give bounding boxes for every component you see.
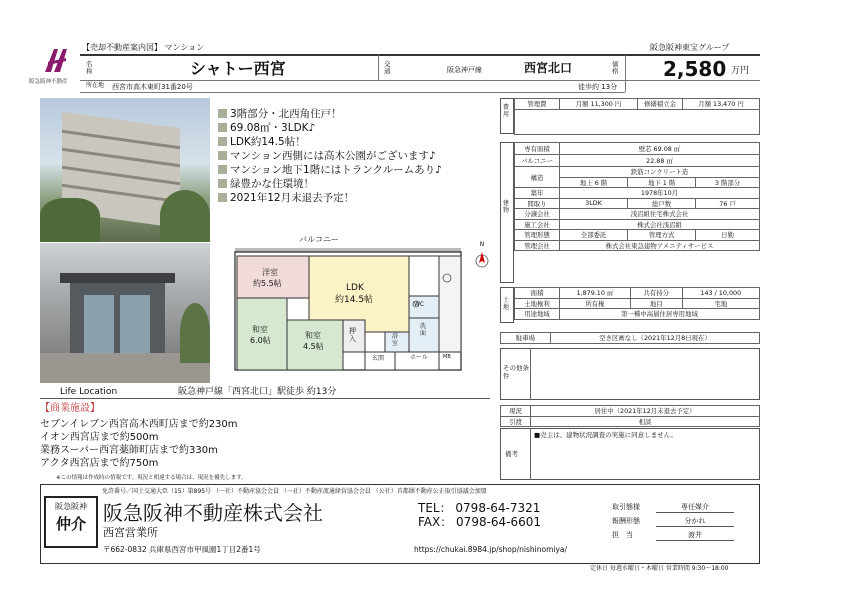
floors-above: 地上 6 階 xyxy=(560,177,628,188)
address: 西宮市高木東町31番20号 xyxy=(112,83,193,91)
address-label: 所在地 xyxy=(86,82,105,89)
life-location-title: Life Location xyxy=(60,387,118,397)
built-label: 築年 xyxy=(515,188,560,199)
document-category: 【売却不動産案内図】 マンション xyxy=(82,43,205,52)
feature-item: 69.08㎡・3LDK♪ xyxy=(218,122,442,134)
floor-part: 3 階部分 xyxy=(696,177,760,188)
storage-label: 押入 xyxy=(349,327,356,343)
land-table xyxy=(514,287,760,320)
delivery-label: 引渡 xyxy=(501,416,531,427)
staff-value: 渡井 xyxy=(656,530,734,541)
feature-list xyxy=(218,108,442,204)
feature-item: 3階部分・北西角住戸！ xyxy=(218,108,442,120)
price-unit: 万円 xyxy=(731,66,750,76)
units-value: 76 戸 xyxy=(696,198,760,209)
railway-line: 阪急神戸線 xyxy=(447,66,482,74)
fees-table xyxy=(514,98,760,135)
logo-caption: 阪急阪神不動産 xyxy=(29,79,68,85)
mgmt-form-value: 全部委託 xyxy=(560,230,628,241)
western-room-label: 洋室 xyxy=(262,268,278,277)
land-category-label: 地目 xyxy=(630,298,682,309)
japanese-room-2-label: 和室 xyxy=(305,331,321,340)
license-info: 免許番号／国土交通大臣（15）第895号 （一社）不動産協会会員 （一社）不動産流通経営協会会員 （公社）首都圏不動産公正取引協議会加盟 xyxy=(102,488,487,495)
built-value: 1978年10月 xyxy=(560,188,760,199)
feature-item: LDK約14.5帖！ xyxy=(218,136,442,148)
bath-label: 浴室 xyxy=(392,333,399,347)
land-right-value: 所有権 xyxy=(560,298,631,309)
japanese-room-2-size: 4.5帖 xyxy=(303,342,324,351)
stamp-line2: 仲介 xyxy=(55,515,86,534)
walk-time: 徒歩約 13分 xyxy=(578,83,618,91)
list-item: アクタ西宮店まで約750m xyxy=(40,458,159,469)
deal-type-label: 取引態様 xyxy=(612,503,640,511)
zoning-label: 用途地域 xyxy=(515,309,560,320)
structure-label: 構造 xyxy=(515,167,560,188)
feature-item: 緑豊かな住環境！ xyxy=(218,178,442,190)
price-label: 価格 xyxy=(612,60,619,76)
company-logo xyxy=(40,46,76,74)
share-value: 143 / 10,000 xyxy=(682,288,759,299)
building-table xyxy=(514,142,760,251)
balcony-area-label: バルコニー xyxy=(515,155,560,167)
land-side-label: 土地 xyxy=(503,297,510,312)
delivery-value: 相談 xyxy=(531,416,760,427)
land-area-label: 面積 xyxy=(515,288,560,299)
zoning-value: 第一種中高層住居専用地域 xyxy=(560,309,760,320)
builder-value: 株式会社浅沼組 xyxy=(560,219,760,230)
wc-label: WC xyxy=(414,301,425,308)
parking-value: 空き区画なし（2021年12月8日現在） xyxy=(551,333,760,344)
mgmt-company-value: 株式会社東急建物アメニティサービス xyxy=(560,240,760,251)
western-room-size: 約5.5帖 xyxy=(253,279,282,288)
list-item: セブンイレブン西宮高木西町店まで約230m xyxy=(40,419,238,430)
area-label: 専有面積 xyxy=(515,143,560,155)
company-url[interactable]: https://chukai.8984.jp/shop/nishinomiya/ xyxy=(414,545,568,554)
remarks-text: ■売主は、建物状況調査の実施に同意しません。 xyxy=(534,431,678,439)
list-item: 業務スーパー西宮薬師町店まで約330m xyxy=(40,445,218,456)
group-name: 阪急阪神東宝グループ xyxy=(650,43,730,52)
repair-fund-label: 修繕積立金 xyxy=(638,99,683,110)
staff-label: 担 当 xyxy=(612,531,633,539)
station-name: 西宮北口 xyxy=(524,61,573,75)
area-value: 壁芯 69.08 ㎡ xyxy=(560,143,760,155)
structure-value: 鉄筋コンクリート造 xyxy=(560,167,760,178)
seller-value: 浅沼組住宅株式会社 xyxy=(560,209,760,220)
floors-below: 地下 1 階 xyxy=(628,177,696,188)
life-access: 阪急神戸線「西宮北口」駅徒歩 約13分 xyxy=(178,387,337,397)
parking-label: 駐車場 xyxy=(501,333,551,344)
building-exterior-photo xyxy=(40,98,210,242)
japanese-room-1-label: 和室 xyxy=(252,325,268,334)
broker-stamp xyxy=(44,496,98,548)
north-arrow-icon: N xyxy=(474,242,490,272)
fee-form-value: 分かれ xyxy=(656,516,734,527)
feature-item: 2021年12月末退去予定！ xyxy=(218,192,442,204)
feature-item: マンション地下1階にはトランクルームあり♪ xyxy=(218,164,442,176)
share-label: 共有持分 xyxy=(630,288,682,299)
deal-box xyxy=(612,502,734,541)
mgmt-method-value: 日勤 xyxy=(696,230,760,241)
mb-label: MB xyxy=(443,354,451,360)
mgmt-method-label: 管理方式 xyxy=(628,230,696,241)
other-terms-label: その他条件 xyxy=(503,364,529,381)
current-status-label: 現況 xyxy=(501,406,531,417)
mgmt-form-label: 管理形態 xyxy=(515,230,560,241)
entrance-photo xyxy=(40,243,210,383)
stamp-line1: 阪急阪神 xyxy=(55,502,87,511)
seller-label: 分譲会社 xyxy=(515,209,560,220)
transport-label: 交通 xyxy=(384,60,391,76)
current-status-value: 居住中（2021年12月末退去予定） xyxy=(531,406,760,417)
japanese-room-1-size: 6.0帖 xyxy=(250,336,271,345)
hall-label: ホール xyxy=(410,354,428,361)
status-table xyxy=(500,405,760,427)
land-category-value: 宅地 xyxy=(682,298,759,309)
property-name: シャトー西宮 xyxy=(190,59,286,78)
remarks-label: 備考 xyxy=(505,450,518,458)
price-value: 2,580 xyxy=(663,57,727,81)
mgmt-company-label: 管理会社 xyxy=(515,240,560,251)
repair-fund-value: 月額 13,470 円 xyxy=(683,99,760,110)
info-note: ※この情報は作成時の情報です。現況と相違する場合は、現況を優先します。 xyxy=(56,475,247,481)
list-item: イオン西宮店まで約500m xyxy=(40,432,159,443)
land-right-label: 土地権利 xyxy=(515,298,560,309)
balcony-label: バルコニー xyxy=(299,235,339,244)
mgmt-fee-value: 月額 11,300 円 xyxy=(560,99,638,110)
fax: FAX： 0798-64-6601 xyxy=(418,515,542,529)
facility-list xyxy=(40,419,238,470)
entrance-label: 玄関 xyxy=(372,355,385,362)
deal-type-value: 専任媒介 xyxy=(656,502,734,513)
tel: TEL： 0798-64-7321 xyxy=(418,501,541,515)
branch-name: 西宮営業所 xyxy=(103,526,158,539)
units-label: 総戸数 xyxy=(628,198,696,209)
name-label: 名称 xyxy=(86,60,93,76)
building-side-label: 建物 xyxy=(503,200,510,215)
builder-label: 施工会社 xyxy=(515,219,560,230)
business-hours: 定休日 毎週水曜日・木曜日 営業時間 9:30～18:00 xyxy=(590,565,729,572)
other-terms-box xyxy=(500,348,760,400)
balcony-area-value: 22.88 ㎡ xyxy=(560,155,760,167)
land-area-value: 1,879.10 ㎡ xyxy=(560,288,631,299)
ldk-size: 約14.5帖 xyxy=(335,295,374,305)
company-name: 阪急阪神不動産株式会社 xyxy=(103,501,323,525)
fee-form-label: 報酬形態 xyxy=(612,517,640,525)
parking-table xyxy=(500,332,760,344)
layout-value: 3LDK xyxy=(560,198,628,209)
feature-item: マンション西側には高木公園がございます♪ xyxy=(218,150,442,162)
fees-side-label: 費用 xyxy=(503,104,510,119)
ldk-label: LDK xyxy=(346,283,364,293)
wash-label: 洗面 xyxy=(420,323,427,337)
mgmt-fee-label: 管理費 xyxy=(515,99,560,110)
layout-label: 間取り xyxy=(515,198,560,209)
floor-plan xyxy=(215,228,475,378)
company-address: 〒662-0832 兵庫県西宮市甲風園1丁目2番1号 xyxy=(103,545,261,554)
facilities-heading: 【商業施設】 xyxy=(40,403,100,414)
